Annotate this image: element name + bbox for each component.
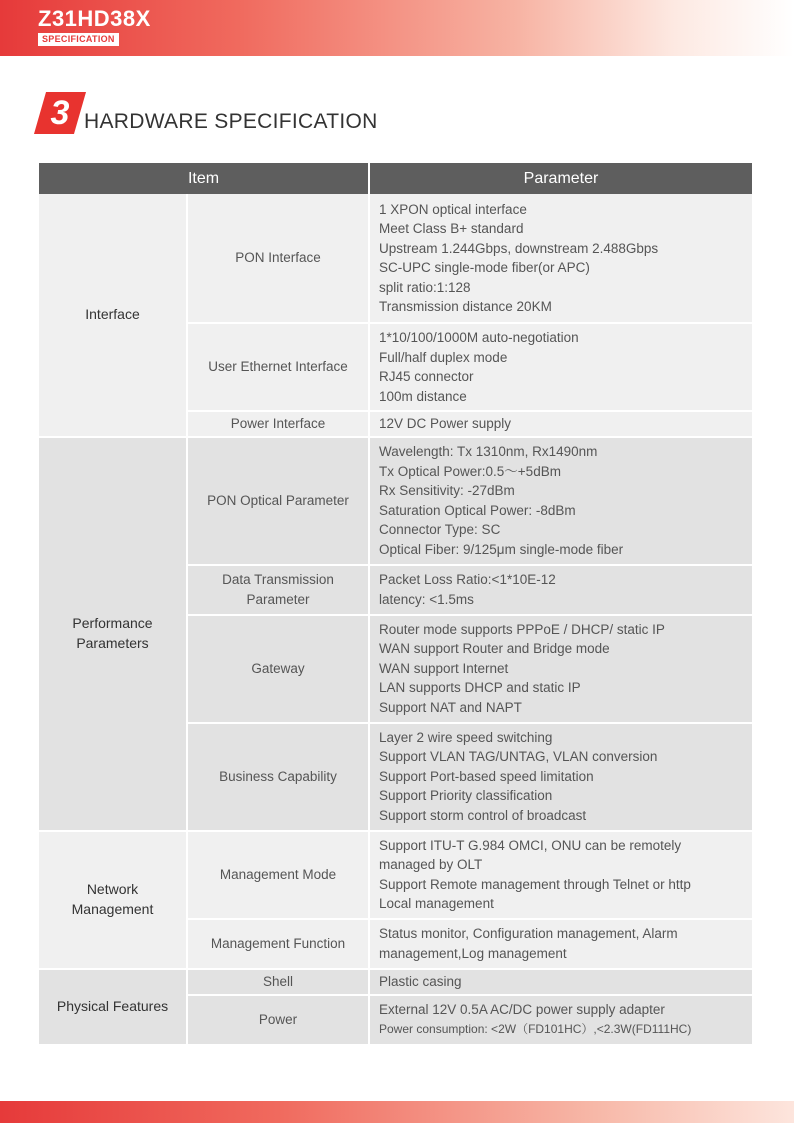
parameter-cell: [370, 920, 752, 970]
parameter-line: 12V DC Power supply: [379, 416, 512, 431]
parameter-line: latency: <1.5ms: [379, 591, 474, 607]
item-cell: [188, 412, 370, 438]
section-number: 3: [50, 93, 70, 132]
section-title: HARDWARE SPECIFICATION: [84, 110, 378, 133]
item-label: PON Optical Parameter: [207, 492, 349, 508]
parameter-line: managed by OLT: [379, 857, 483, 872]
parameter-line: 100m distance: [379, 388, 467, 404]
item-cell: [188, 194, 370, 324]
table-row: [39, 832, 752, 920]
item-label: User Ethernet Interface: [208, 359, 348, 375]
category-cell: [39, 970, 188, 1046]
parameter-line: Local management: [379, 896, 494, 911]
category-line: Performance: [72, 615, 153, 631]
table-header-row: [39, 163, 752, 194]
parameter-line: management,Log management: [379, 945, 567, 961]
table-row: [39, 194, 752, 324]
item-label: PON Interface: [235, 250, 321, 266]
item-label: Power Interface: [230, 416, 326, 431]
item-label: Shell: [262, 973, 294, 989]
parameter-cell: [370, 616, 752, 724]
parameter-line: Support VLAN TAG/UNTAG, VLAN conversion: [379, 749, 658, 765]
parameter-line: Wavelength: Tx 1310nm, Rx1490nm: [379, 444, 598, 459]
item-cell: [188, 996, 370, 1046]
parameter-line: Support NAT and NAPT: [379, 699, 522, 715]
column-header-parameter: Parameter: [370, 163, 752, 194]
parameter-line: Status monitor, Configuration management, Alarm: [379, 926, 678, 941]
parameter-line: split ratio:1:128: [379, 279, 471, 295]
footer-band: [0, 1101, 794, 1123]
parameter-line: Support Remote management through Telnet or http: [379, 876, 691, 892]
category-line: Network: [86, 881, 139, 897]
category-cell: [39, 438, 188, 832]
category-cell: [39, 832, 188, 970]
model-name: Z31HD38X: [38, 6, 151, 31]
item-cell: [188, 970, 370, 996]
parameter-line: Support Port-based speed limitation: [379, 768, 594, 784]
item-label: Management Function: [210, 935, 346, 951]
specification-tag: SPECIFICATION: [38, 33, 119, 46]
parameter-line: Power consumption: <2W（FD101HC）,<2.3W(FD111HC): [379, 1021, 692, 1036]
hardware-spec-table: [39, 163, 752, 1046]
parameter-line: RJ45 connector: [379, 369, 474, 384]
category-physical-features: Physical Features: [56, 997, 169, 1014]
item-cell: [188, 324, 370, 412]
parameter-line: Connector Type: SC: [379, 522, 501, 537]
parameter-cell: [370, 970, 752, 996]
category-line: Management: [71, 900, 154, 917]
parameter-line: Rx Sensitivity: -27dBm: [379, 483, 515, 498]
parameter-line: Router mode supports PPPoE / DHCP/ static IP: [379, 621, 665, 637]
parameter-line: WAN support Router and Bridge mode: [379, 641, 610, 657]
item-cell: [188, 616, 370, 724]
parameter-line: Full/half duplex mode: [379, 349, 508, 365]
item-label: Gateway: [251, 660, 305, 676]
category-interface: Interface: [85, 306, 140, 322]
parameter-line: Layer 2 wire speed switching: [379, 729, 553, 745]
parameter-line: External 12V 0.5A AC/DC power supply adapter: [379, 1002, 665, 1017]
item-label-line: Data Transmission: [222, 572, 334, 587]
parameter-cell: [370, 832, 752, 920]
item-label: Business Capability: [219, 768, 337, 784]
parameter-cell: [370, 194, 752, 324]
item-cell: [188, 920, 370, 970]
parameter-line: Upstream 1.244Gbps, downstream 2.488Gbps: [379, 240, 659, 256]
table-row: [39, 970, 752, 996]
item-cell: [188, 832, 370, 920]
parameter-cell: [370, 996, 752, 1046]
parameter-line: SC-UPC single-mode fiber(or APC): [379, 260, 590, 275]
section-number-badge: [34, 92, 86, 134]
header-band: [0, 0, 794, 56]
parameter-line: Support ITU-T G.984 OMCI, ONU can be remotely: [379, 837, 682, 853]
section-heading: [38, 92, 638, 136]
parameter-line: Transmission distance 20KM: [379, 299, 552, 314]
parameter-cell: [370, 324, 752, 412]
category-line: Parameters: [76, 634, 149, 651]
parameter-line: Optical Fiber: 9/125μm single-mode fiber: [379, 541, 624, 557]
parameter-cell: [370, 566, 752, 616]
item-label: Management Mode: [219, 866, 337, 882]
parameter-cell: [370, 438, 752, 566]
parameter-cell: [370, 412, 752, 438]
parameter-line: 1 XPON optical interface: [379, 201, 527, 217]
item-label: Power: [258, 1011, 298, 1027]
parameter-line: Saturation Optical Power: -8dBm: [379, 502, 576, 518]
parameter-line: Meet Class B+ standard: [379, 221, 524, 236]
item-label-line: Parameter: [246, 591, 310, 607]
category-cell: [39, 194, 188, 438]
column-header-item: Item: [39, 163, 370, 194]
item-cell: [188, 724, 370, 832]
item-cell: [188, 566, 370, 616]
parameter-line: Support storm control of broadcast: [379, 807, 587, 823]
parameter-line: Tx Optical Power:0.5～+5dBm: [379, 463, 561, 479]
parameter-line: Plastic casing: [379, 973, 462, 989]
parameter-cell: [370, 724, 752, 832]
parameter-line: WAN support Internet: [379, 660, 509, 676]
parameter-line: Support Priority classification: [379, 788, 553, 804]
item-cell: [188, 438, 370, 566]
parameter-line: Packet Loss Ratio:<1*10E-12: [379, 572, 556, 587]
parameter-line: 1*10/100/1000M auto-negotiation: [379, 330, 579, 345]
table-row: [39, 438, 752, 566]
parameter-line: LAN supports DHCP and static IP: [379, 680, 581, 696]
